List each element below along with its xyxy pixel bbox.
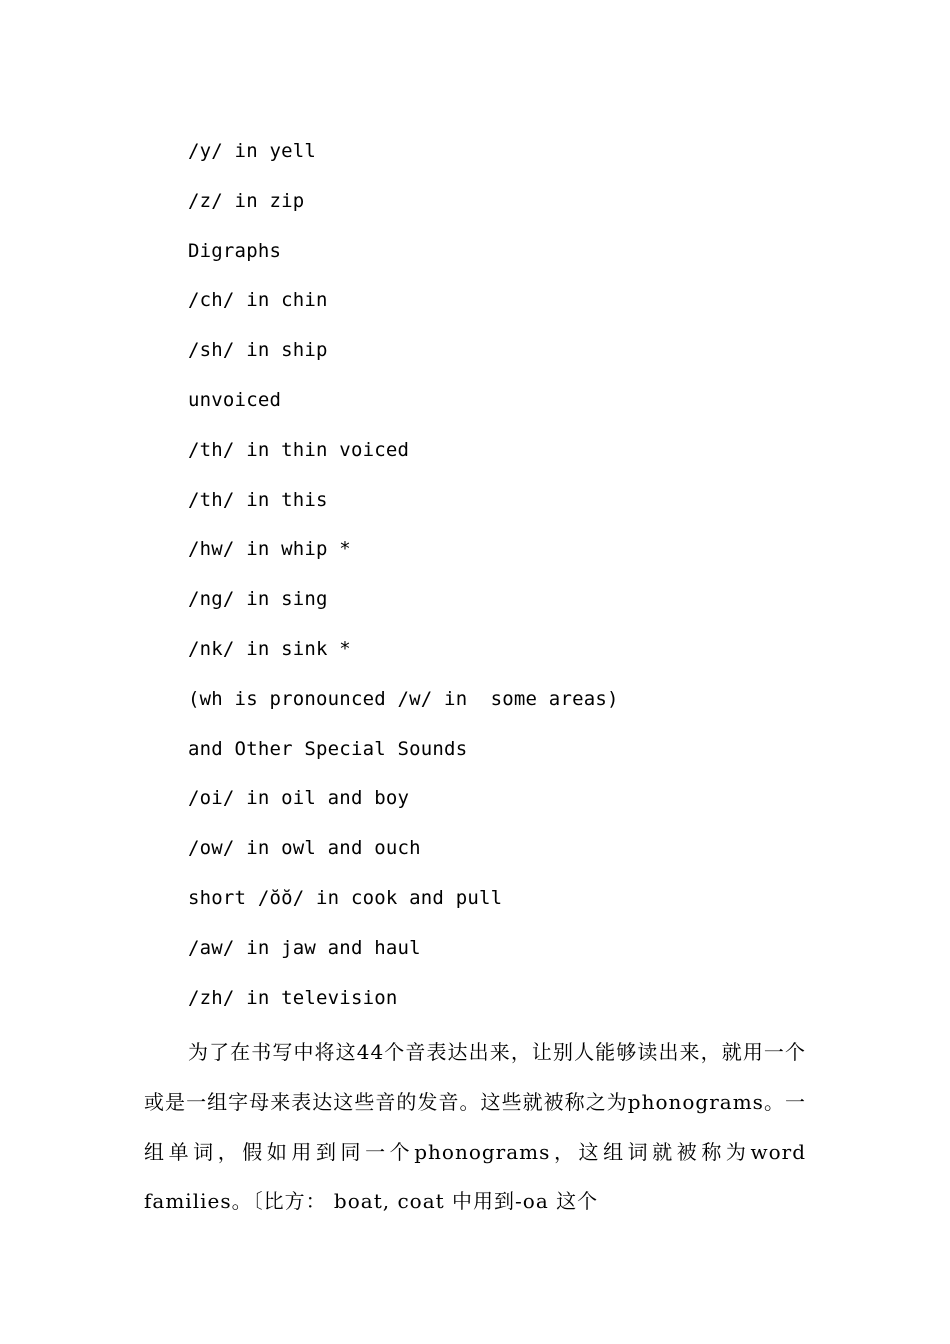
list-item: short /ŏŏ/ in cook and pull: [188, 886, 503, 909]
section-heading-special-sounds: and Other Special Sounds: [188, 737, 468, 760]
section-heading-digraphs: Digraphs: [188, 239, 282, 262]
list-item: /y/ in yell: [188, 140, 317, 162]
body-paragraph: 为了在书写中将这44个音表达出来，让别人能够读出来，就用一个或是一组字母来表达这些音的发音。这些就被称之为phonograms。一组单词，假如用到同一个phonograms，这组词就被称为word families。〔比方： boat, coat 中用到-oa 这个: [144, 1040, 806, 1214]
list-item: /ow/ in owl and ouch: [188, 837, 421, 860]
list-item: unvoiced: [188, 388, 282, 411]
list-item: /z/ in zip: [188, 189, 305, 212]
list-item: /sh/ in ship: [188, 339, 328, 362]
list-item: /ch/ in chin: [188, 289, 328, 312]
list-item: /nk/ in sink *: [188, 637, 351, 660]
list-item: /oi/ in oil and boy: [188, 787, 410, 810]
phonics-list: [188, 133, 828, 1029]
list-item: /th/ in thin voiced: [188, 438, 410, 461]
list-item: /aw/ in jaw and haul: [188, 936, 421, 959]
list-item: /ng/ in sing: [188, 588, 328, 611]
list-item: /th/ in this: [188, 488, 328, 511]
list-item: /hw/ in whip *: [188, 538, 351, 561]
footnote-line: (wh is pronounced /w/ in some areas): [188, 687, 619, 710]
list-item: /zh/ in television: [188, 986, 398, 1009]
